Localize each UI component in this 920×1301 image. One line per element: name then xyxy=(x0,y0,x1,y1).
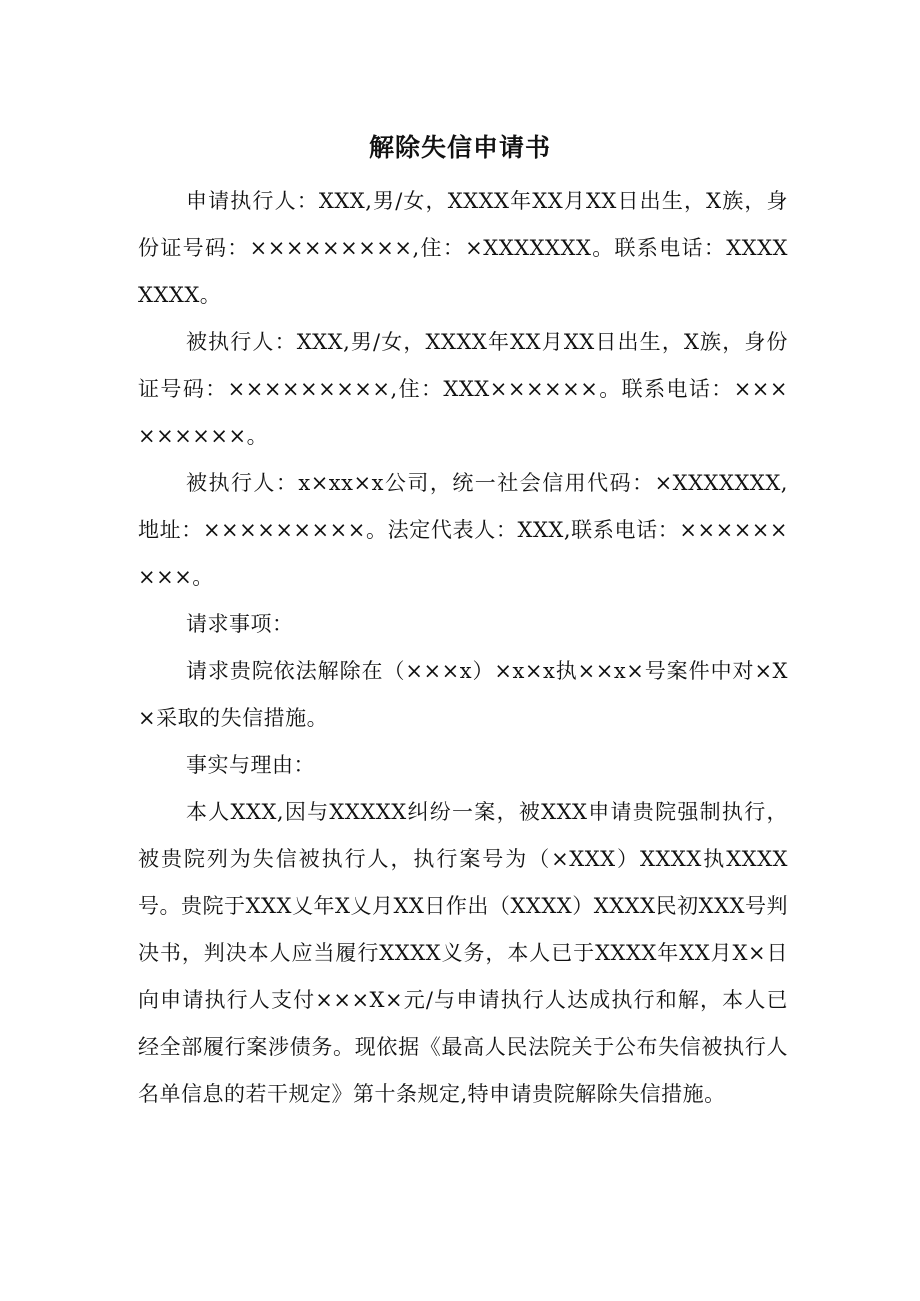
facts-paragraph: 本人XXX,因与XXXXX纠纷一案，被XXX申请贵院强制执行，被贵院列为失信被执行人，执行案号为（×XXX）XXXX执XXXX号。贵院于XXX乂年X乂月XX日作出（XXXX）XXXX民初XXX号判决书，判决本人应当履行XXXX义务，本人已于XXXX年XX月X×日向申请执行人支付×××X×元/与申请执行人达成执行和解，本人已经全部履行案涉债务。现依据《最高人民法院关于公布失信被执行人名单信息的若干规定》第十条规定,特申请贵院解除失信措施。 xyxy=(138,800,788,1106)
request-paragraph: 请求贵院依法解除在（×××x）×x×x执××x×号案件中对×X×采取的失信措施。 xyxy=(138,659,788,730)
document-body xyxy=(138,178,788,1118)
applicant-paragraph: 申请执行人：XXX,男/女，XXXX年XX月XX日出生，X族，身份证号码：×××××××××,住：×XXXXXXX。联系电话：XXXXXXXX。 xyxy=(138,189,788,307)
document-title: 解除失信申请书 xyxy=(368,133,551,162)
respondent-person-paragraph: 被执行人：XXX,男/女，XXXX年XX月XX日出生，X族，身份证号码：×××××××××,住：XXX××××××。联系电话：×××××××××。 xyxy=(138,330,788,448)
facts-heading: 事实与理由： xyxy=(186,753,315,777)
respondent-company-paragraph: 被执行人：x×xx×x公司，统一社会信用代码：×XXXXXXX,地址：×××××××××。法定代表人：XXX,联系电话：×××××××××。 xyxy=(138,471,788,589)
request-heading: 请求事项： xyxy=(186,612,294,636)
